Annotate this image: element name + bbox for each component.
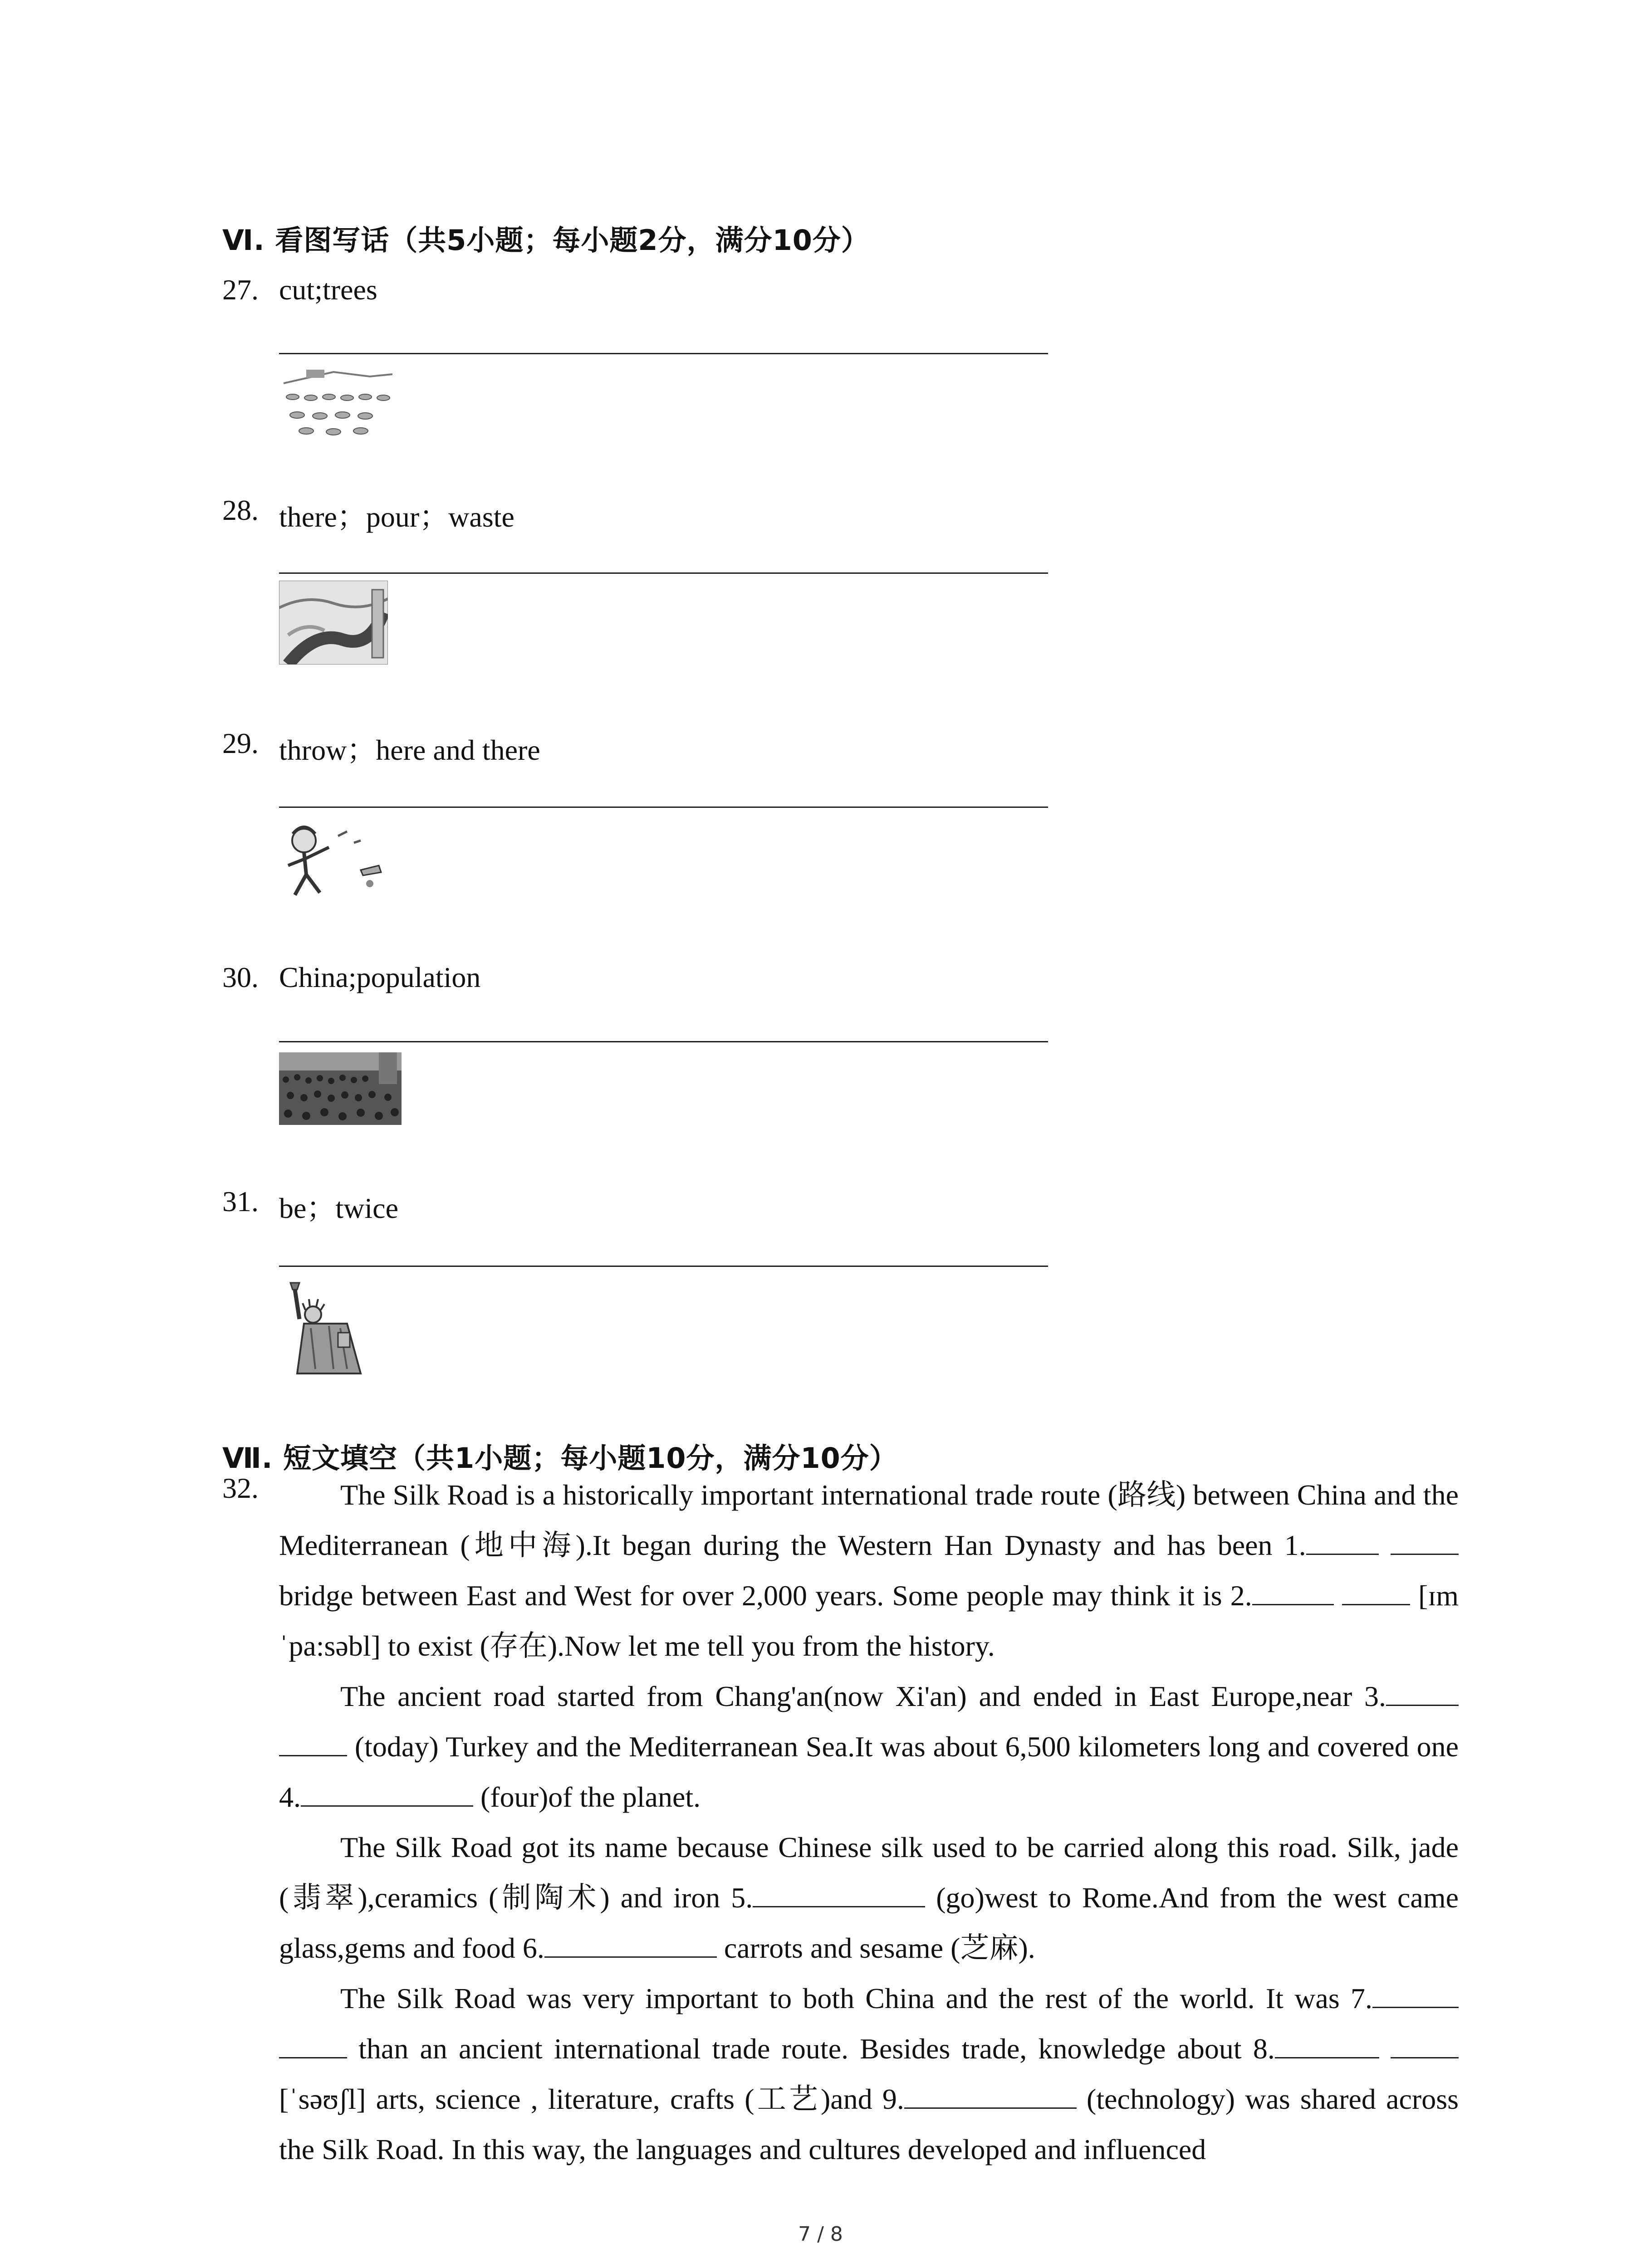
blank-1a[interactable] (1306, 1529, 1379, 1555)
passage-paragraph-1 (279, 1470, 1459, 1671)
question-29-prompt: throw；here and there (279, 734, 540, 766)
question-29-answer-line[interactable] (279, 807, 1048, 808)
question-31-answer-line[interactable] (279, 1266, 1048, 1267)
question-28-prompt: there；pour；waste (279, 501, 514, 533)
section-7-header: Ⅶ. 短文填空（共1小题；每小题10分，满分10分） (222, 1442, 898, 1475)
blank-7a[interactable] (1372, 1982, 1459, 2008)
passage-paragraph-4 (279, 1973, 1459, 2175)
paragraph-3-part-3: carrots and sesame (芝麻). (716, 1932, 1035, 1964)
question-29-number: 29. (222, 727, 259, 759)
question-28-number: 28. (222, 494, 259, 526)
blank-3a[interactable] (1386, 1680, 1459, 1706)
silk-road-passage (279, 1470, 1459, 2175)
section-6-header: Ⅵ. 看图写话（共5小题；每小题2分，满分10分） (222, 224, 870, 257)
question-27-number: 27. (222, 274, 259, 306)
statue-of-liberty-picture (279, 1278, 374, 1376)
question-28-answer-line[interactable] (279, 572, 1048, 574)
blank-3b[interactable] (279, 1730, 347, 1756)
paragraph-3-part-1: The Silk Road got its name because Chinese silk used to be carried along this road. Silk, jade (翡翠),ceramics (制陶术) and iron 5. (279, 1831, 1459, 1914)
blank-2a[interactable] (1252, 1579, 1334, 1605)
paragraph-2-part-3: (four)of the planet. (473, 1781, 701, 1813)
question-30-answer-line[interactable] (279, 1041, 1048, 1042)
question-30-number: 30. (222, 961, 259, 993)
tree-stumps-picture (279, 365, 397, 438)
paragraph-1-part-2: bridge between East and West for over 2,000 years. Some people may think it is 2. (279, 1579, 1252, 1612)
paragraph-4-part-2: than an ancient international trade route. Besides trade, knowledge about 8. (347, 2033, 1275, 2065)
question-31-prompt: be；twice (279, 1192, 398, 1224)
question-31-number: 31. (222, 1185, 259, 1217)
question-30-prompt: China;population (279, 961, 481, 993)
blank-9[interactable] (904, 2083, 1077, 2109)
paragraph-4-part-3: [ˈsəʊʃl] arts, science , literature, crafts (工艺)and 9. (279, 2083, 904, 2115)
paragraph-4-part-1: The Silk Road was very important to both China and the rest of the world. It was 7. (340, 1982, 1372, 2014)
paragraph-3-part-2: (go)west to Rome.And from the west came glass,gems and food 6. (279, 1882, 1459, 1964)
boy-throwing-litter-picture (279, 816, 388, 899)
passage-paragraph-2 (279, 1671, 1459, 1822)
blank-4[interactable] (301, 1781, 473, 1807)
paragraph-1-part-1: The Silk Road is a historically important international trade route (路线) between China and the Mediterranean (地中海).It began during the Western Han Dynasty and has been 1. (279, 1479, 1459, 1561)
question-27-answer-line[interactable] (279, 353, 1048, 354)
blank-2b[interactable] (1342, 1579, 1410, 1605)
blank-7b[interactable] (279, 2033, 347, 2058)
passage-paragraph-3 (279, 1822, 1459, 1973)
blank-1b[interactable] (1391, 1529, 1459, 1555)
crowd-picture (279, 1052, 402, 1125)
blank-6[interactable] (544, 1932, 717, 1958)
blank-8a[interactable] (1275, 2033, 1379, 2058)
paragraph-1-part-3: [ɪmˈpa:səbl] to exist (存在).Now let me tell you from the history. (279, 1579, 1459, 1662)
question-32-number: 32. (222, 1472, 259, 1504)
polluted-river-picture (279, 581, 388, 665)
paragraph-2-part-2: (today) Turkey and the Mediterranean Sea.It was about 6,500 kilometers long and covered one 4. (279, 1730, 1459, 1813)
paragraph-4-part-4: (technology) was shared across the Silk Road. In this way, the languages and cultures developed and influenced (279, 2083, 1459, 2165)
page-number: 7 / 8 (798, 2223, 843, 2246)
paragraph-2-part-1: The ancient road started from Chang'an(now Xi'an) and ended in East Europe,near 3. (340, 1680, 1386, 1712)
blank-5[interactable] (753, 1882, 925, 1907)
question-27-prompt: cut;trees (279, 274, 377, 306)
blank-8b[interactable] (1391, 2033, 1459, 2058)
